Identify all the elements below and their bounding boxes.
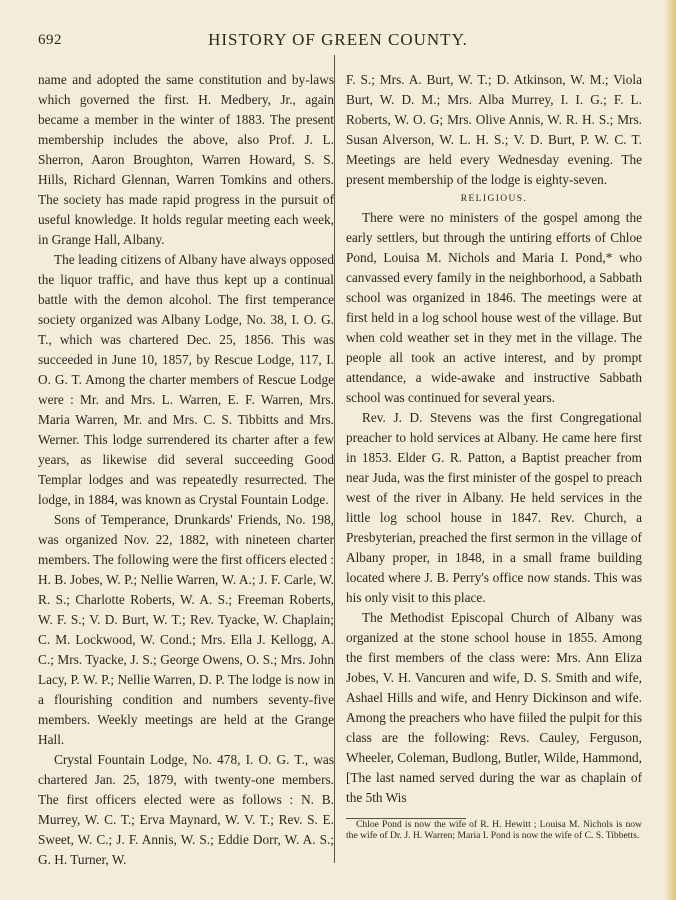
page-number: 692 — [38, 32, 62, 48]
paragraph: Rev. J. D. Stevens was the first Congregational preacher to hold services at Albany. He came here first in 1853. Elder G. R. Patton, a Baptist preacher from near Juda, was the first minister of the gospel to preach west of the river in Albany. He held services in the little log school house in 1847. Rev. Church, a Presbyterian, preached the first sermon in the village of Albany proper, in 1848, in a small frame building located where J. B. Perry's office now stands. This was his only visit to this place. — [346, 410, 642, 605]
running-title: HISTORY OF GREEN COUNTY. — [208, 30, 468, 49]
paragraph: There were no ministers of the gospel among the early settlers, but through the untiring efforts of Chloe Pond, Louisa M. Nichols and Maria I. Pond,* who canvassed every family in the neighborhood, a Sabbath school was organized in 1846. The meetings were at first held in a log school house west of the village. But when cold weather set in they met in the village. The people all took an active interest, and by prompt attendance, a wide-awake and instructive Sabbath school was continued for several years. — [346, 210, 642, 405]
paragraph: name and adopted the same constitution and by-laws which governed the first. H. Medbery, Jr., again became a member in the winter of 1883. The present membership includes the above, also Prof. J. L. Sherron, Aaron Broughton, Warren Howard, S. S. Hills, Richard Glennan, Warren Tomkins and others. The society has made rapid progress in the pursuit of useful knowledge. It holds regular meeting each week, in Grange Hall, Albany. — [38, 72, 334, 247]
page-header — [38, 30, 638, 52]
left-column — [38, 70, 334, 870]
paragraph: F. S.; Mrs. A. Burt, W. T.; D. Atkinson, W. M.; Viola Burt, W. D. M.; Mrs. Alba Murrey, I. I. G.; F. L. Roberts, W. O. G; Mrs. Olive Annis, W. R. H. S.; Mrs. Susan Alverson, W. L. H. S.; V. D. Burt, P. W. C. T. Meetings are held every Wednesday evening. The present membership of the lodge is eighty-seven. — [346, 72, 642, 187]
paragraph: Crystal Fountain Lodge, No. 478, I. O. G. T., was chartered Jan. 25, 1879, with twenty-one members. The first officers elected were as follows : N. B. Murrey, W. C. T.; Erva Maynard, W. V. T.; Rev. S. E. Sweet, W. C.; J. F. Annis, W. S.; Eddie Dorr, W. A. S.; G. H. Turner, W. — [38, 752, 334, 867]
right-column — [346, 70, 642, 841]
column-divider — [334, 55, 335, 863]
paragraph: The leading citizens of Albany have always opposed the liquor traffic, and have thus kept up a continual battle with the demon alcohol. The first temperance society organized was Albany Lodge, No. 38, I. O. G. T., which was chartered Dec. 25, 1856. This was succeeded in June 10, 1857, by Rescue Lodge, 117, I. O. G. T. Among the charter members of Rescue Lodge were : Mr. and Mrs. L. Warren, E. F. Warren, Mrs. Maria Warren, Mr. and Mrs. C. S. Tibbitts and Mrs. Werner. This lodge surrendered its charter after a few years, as likewise did several succeeding Good Templar lodges and was repeatedly resurrected. The lodge, in 1884, was known as Crystal Fountain Lodge. — [38, 252, 334, 507]
section-heading: RELIGIOUS. — [460, 194, 528, 204]
paragraph: Sons of Temperance, Drunkards' Friends, No. 198, was organized Nov. 22, 1882, with nineteen charter members. The following were the first officers elected : H. B. Jobes, W. P.; Nellie Warren, W. A.; J. F. Carle, W. R. S.; Charlotte Roberts, W. A. S.; Freeman Roberts, W. F. S.; V. D. Burt, W. T.; Rev. Tyacke, W. Chaplain; C. M. Lockwood, W. Cond.; Mrs. Ella J. Kellogg, A. C.; Mrs. Tyacke, J. S.; George Owens, O. S.; Mrs. John Lacy, P. W. P.; Nellie Warren, D. P. The lodge is now in a flourishing condition and numbers seventy-five members. Weekly meetings are held at the Grange Hall. — [38, 512, 334, 747]
footnote: Chloe Pond is now the wife of R. H. Hewitt ; Louisa M. Nichols is now the wife of Dr. J. H. Warren; Maria I. Pond is now the wife of C. S. Tibbetts. — [346, 819, 642, 841]
page-edge — [664, 0, 676, 900]
paragraph: The Methodist Episcopal Church of Albany was organized at the stone school house in 1855. Among the first members of the class were: Mrs. Ann Eliza Jobes, V. H. Vancuren and wife, D. S. Smith and wife, Ashael Hills and wife, and Henry Dickinson and wife. Among the preachers who have fiiled the pulpit for this class are the following: Revs. Cauley, Ferguson, Wheeler, Coleman, Budlong, Butler, Wilde, Hammond, [The last named served during the war as chaplain of the 5th Wis — [346, 610, 642, 805]
